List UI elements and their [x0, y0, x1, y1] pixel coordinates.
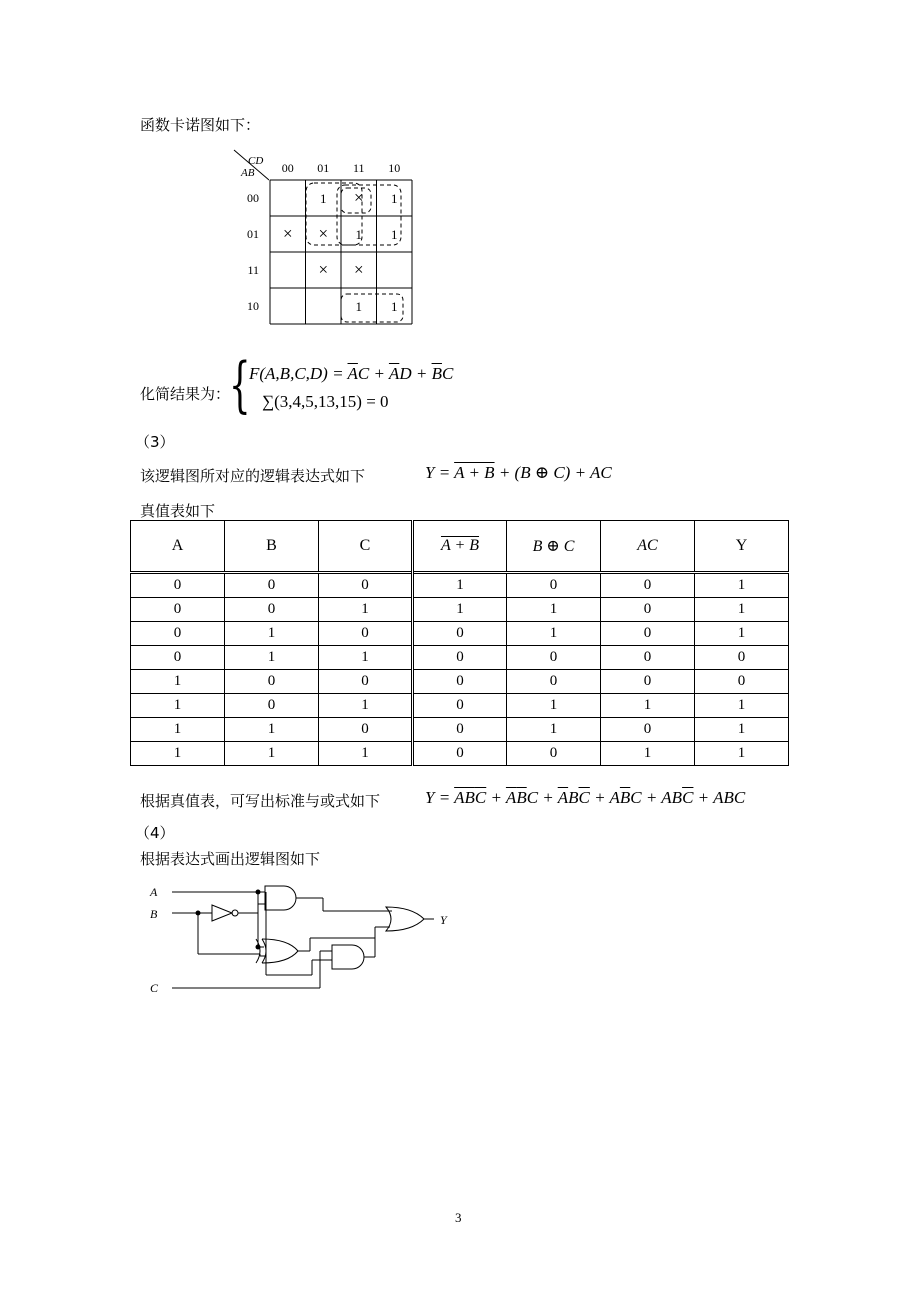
table-row	[131, 646, 789, 670]
table-cell: 1	[695, 742, 789, 766]
table-cell: 0	[413, 742, 507, 766]
kmap-cell: ×	[353, 188, 364, 207]
table-cell: 0	[601, 646, 695, 670]
kmap-cell: ×	[353, 260, 364, 279]
table-row	[131, 598, 789, 622]
circuit-input-a: A	[150, 885, 158, 899]
truth-table-header: B	[225, 521, 319, 573]
kmap-cell: 1	[391, 299, 398, 314]
table-cell: 0	[319, 622, 413, 646]
kmap-cell: 1	[391, 227, 398, 242]
logic-circuit	[140, 875, 470, 1005]
table-cell: 0	[507, 670, 601, 694]
table-row	[131, 670, 789, 694]
table-cell: 1	[225, 718, 319, 742]
circuit-input-c: C	[150, 981, 159, 995]
table-cell: 1	[131, 694, 225, 718]
section-4: （4）	[135, 824, 175, 842]
table-cell: 1	[507, 694, 601, 718]
logic-expr-label: 该逻辑图所对应的逻辑表达式如下	[140, 467, 366, 485]
and-gate-2	[332, 945, 364, 969]
simplify-label: 化简结果为：	[140, 385, 231, 403]
kmap-cell: 1	[320, 191, 327, 206]
kmap-corner-left: AB	[241, 167, 255, 179]
table-cell: 1	[413, 598, 507, 622]
table-cell: 1	[131, 670, 225, 694]
truth-table-label: 真值表如下	[140, 502, 216, 520]
table-cell: 0	[131, 598, 225, 622]
table-cell: 1	[319, 694, 413, 718]
page-number: 3	[455, 1210, 462, 1225]
truth-table-header: A	[131, 521, 225, 573]
kmap-row-header: 10	[247, 299, 259, 313]
circuit-output-y: Y	[440, 913, 447, 927]
kmap-cell: 1	[355, 227, 362, 242]
kmap-intro: 函数卡诺图如下：	[140, 116, 261, 134]
table-row	[131, 742, 789, 766]
section-3: （3）	[135, 433, 175, 451]
table-cell: 1	[695, 573, 789, 598]
table-cell: 1	[319, 598, 413, 622]
table-cell: 1	[695, 598, 789, 622]
sop-label: 根据真值表，可写出标准与或式如下	[140, 792, 381, 810]
truth-table-header: A + B	[413, 521, 507, 573]
table-cell: 1	[695, 718, 789, 742]
kmap-cell: 1	[355, 299, 362, 314]
table-cell: 0	[319, 573, 413, 598]
table-cell: 1	[319, 646, 413, 670]
table-cell: 0	[695, 670, 789, 694]
table-cell: 0	[319, 718, 413, 742]
truth-table-header: Y	[695, 521, 789, 573]
truth-table-header: C	[319, 521, 413, 573]
table-cell: 1	[601, 742, 695, 766]
table-cell: 0	[601, 598, 695, 622]
table-cell: 0	[507, 742, 601, 766]
table-cell: 0	[601, 573, 695, 598]
table-cell: 1	[507, 598, 601, 622]
table-cell: 0	[507, 646, 601, 670]
truth-table-header: AC	[601, 521, 695, 573]
table-cell: 1	[131, 718, 225, 742]
table-cell: 1	[695, 622, 789, 646]
table-cell: 1	[225, 646, 319, 670]
table-cell: 1	[601, 694, 695, 718]
table-row	[131, 718, 789, 742]
simplify-line2: ∑(3,4,5,13,15) = 0	[262, 392, 389, 411]
table-cell: 1	[507, 718, 601, 742]
table-cell: 0	[601, 670, 695, 694]
table-row	[131, 573, 789, 598]
kmap-row-header: 01	[247, 227, 259, 241]
table-cell: 0	[225, 670, 319, 694]
simplify-line1: $F(A,B,C,D) = \overline{A}C + \overline{A}D + \overline{B}C$	[249, 364, 454, 383]
table-row	[131, 622, 789, 646]
diagram-label: 根据表达式画出逻辑图如下	[140, 850, 321, 868]
kmap-row-header: 11	[247, 263, 259, 277]
table-cell: 0	[225, 694, 319, 718]
karnaugh-map	[225, 145, 425, 330]
table-cell: 0	[225, 573, 319, 598]
table-cell: 0	[319, 670, 413, 694]
kmap-corner-top: CD	[248, 155, 264, 167]
kmap-col-header: 10	[388, 161, 401, 175]
kmap-row-header: 00	[247, 191, 259, 205]
table-cell: 0	[413, 694, 507, 718]
table-cell: 0	[413, 670, 507, 694]
kmap-cell: ×	[282, 224, 293, 243]
kmap-cell: ×	[318, 224, 329, 243]
table-cell: 0	[131, 573, 225, 598]
table-cell: 0	[601, 622, 695, 646]
kmap-cell: ×	[318, 260, 329, 279]
kmap-col-header: 00	[281, 161, 294, 175]
table-cell: 0	[413, 646, 507, 670]
table-cell: 0	[695, 646, 789, 670]
circuit-input-b: B	[150, 907, 158, 921]
table-cell: 0	[131, 646, 225, 670]
not-gate	[212, 905, 232, 921]
table-cell: 0	[413, 718, 507, 742]
kmap-col-header: 11	[352, 161, 365, 175]
table-cell: 1	[131, 742, 225, 766]
table-cell: 1	[225, 742, 319, 766]
sop-expr: $Y = \overline{A}\overline{B}\overline{C} + \overline{A}\overline{B}C + \overline{A}B\overline{C} + A\overline{B}C + AB\overline{C}$ + ABC	[425, 788, 746, 807]
truth-table-header: B ⊕ C	[507, 521, 601, 573]
kmap-cell: 1	[391, 191, 398, 206]
left-brace: {	[229, 350, 251, 421]
table-cell: 1	[695, 694, 789, 718]
table-cell: 0	[601, 718, 695, 742]
table-row	[131, 694, 789, 718]
table-cell: 0	[225, 598, 319, 622]
kmap-col-header: 01	[317, 161, 330, 175]
logic-expr: Y = A + B + (B ⊕ C) + AC	[425, 463, 612, 482]
xor-gate	[256, 939, 260, 963]
table-cell: 1	[319, 742, 413, 766]
table-cell: 0	[413, 622, 507, 646]
table-cell: 1	[225, 622, 319, 646]
table-cell: 0	[507, 573, 601, 598]
and-gate-1	[265, 886, 296, 910]
table-cell: 0	[131, 622, 225, 646]
truth-table	[130, 520, 789, 766]
table-cell: 1	[413, 573, 507, 598]
table-cell: 1	[507, 622, 601, 646]
